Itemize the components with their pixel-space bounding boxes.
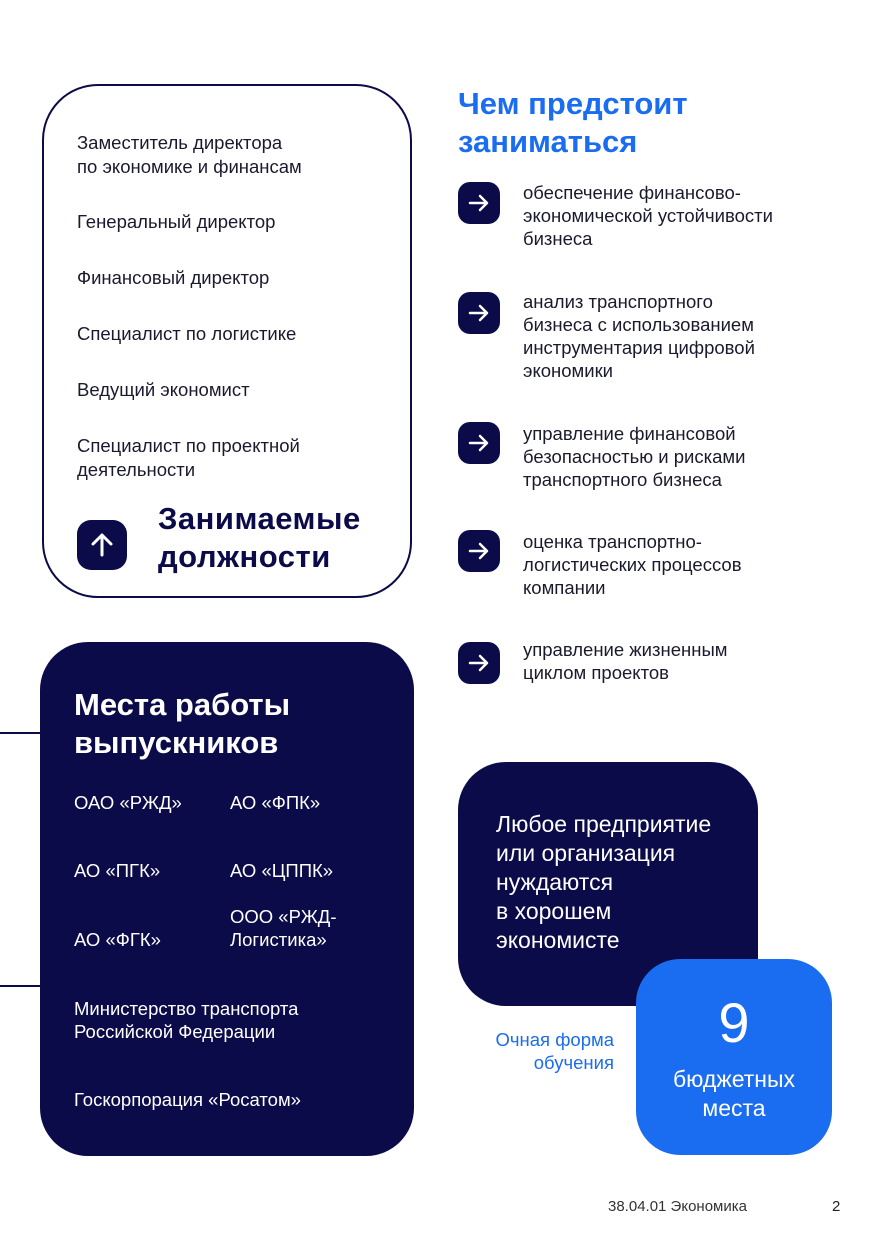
position-item: Специалист по проектной деятельности — [77, 435, 300, 480]
company-item: ООО «РЖД- Логистика» — [230, 906, 337, 950]
company-item: Госкорпорация «Росатом» — [74, 1089, 301, 1110]
company-item: АО «ПГК» — [74, 860, 161, 881]
position-item: Ведущий экономист — [77, 379, 250, 400]
study-form-label: Очная форма обучения — [495, 1029, 614, 1073]
budget-places-card — [636, 959, 832, 1155]
arrow-right-icon — [458, 292, 500, 334]
task-item: управление финансовой безопасностью и рисками транспортного бизнеса — [523, 423, 746, 490]
positions-card — [42, 84, 412, 598]
arrow-right-icon — [458, 642, 500, 684]
task-item: анализ транспортного бизнеса с использованием инструментария цифровой экономики — [523, 291, 755, 381]
task-item: оценка транспортно- логистических процессов компании — [523, 531, 742, 598]
decorative-line — [0, 985, 40, 987]
task-item: управление жизненным циклом проектов — [523, 639, 728, 683]
arrow-right-icon — [458, 422, 500, 464]
arrow-right-icon — [458, 182, 500, 224]
position-item: Финансовый директор — [77, 267, 270, 288]
arrow-up-icon — [77, 520, 127, 570]
position-item: Заместитель директора по экономике и финансам — [77, 132, 302, 177]
decorative-line — [0, 732, 40, 734]
page-number: 2 — [832, 1198, 841, 1215]
footer-program: 38.04.01 Экономика — [608, 1198, 747, 1215]
company-item: ОАО «РЖД» — [74, 792, 182, 813]
company-item: АО «ФПК» — [230, 792, 321, 813]
company-item: АО «ЦППК» — [230, 860, 334, 881]
company-item: Министерство транспорта Российской Федерации — [74, 998, 299, 1042]
positions-heading: Занимаемые должности — [158, 501, 361, 574]
workplaces-card — [40, 642, 414, 1156]
quote-text: Любое предприятие или организация нуждаются в хорошем экономисте — [496, 811, 712, 953]
position-item: Генеральный директор — [77, 211, 276, 232]
task-item: обеспечение финансово- экономической устойчивости бизнеса — [523, 182, 773, 249]
budget-places-number: 9 — [718, 991, 750, 1054]
position-item: Специалист по логистике — [77, 323, 297, 344]
workplaces-title: Места работы выпускников — [74, 687, 291, 760]
company-item: АО «ФГК» — [74, 929, 161, 950]
arrow-right-icon — [458, 530, 500, 572]
budget-places-label: бюджетных места — [672, 1066, 796, 1121]
tasks-title: Чем предстоит заниматься — [458, 86, 688, 159]
